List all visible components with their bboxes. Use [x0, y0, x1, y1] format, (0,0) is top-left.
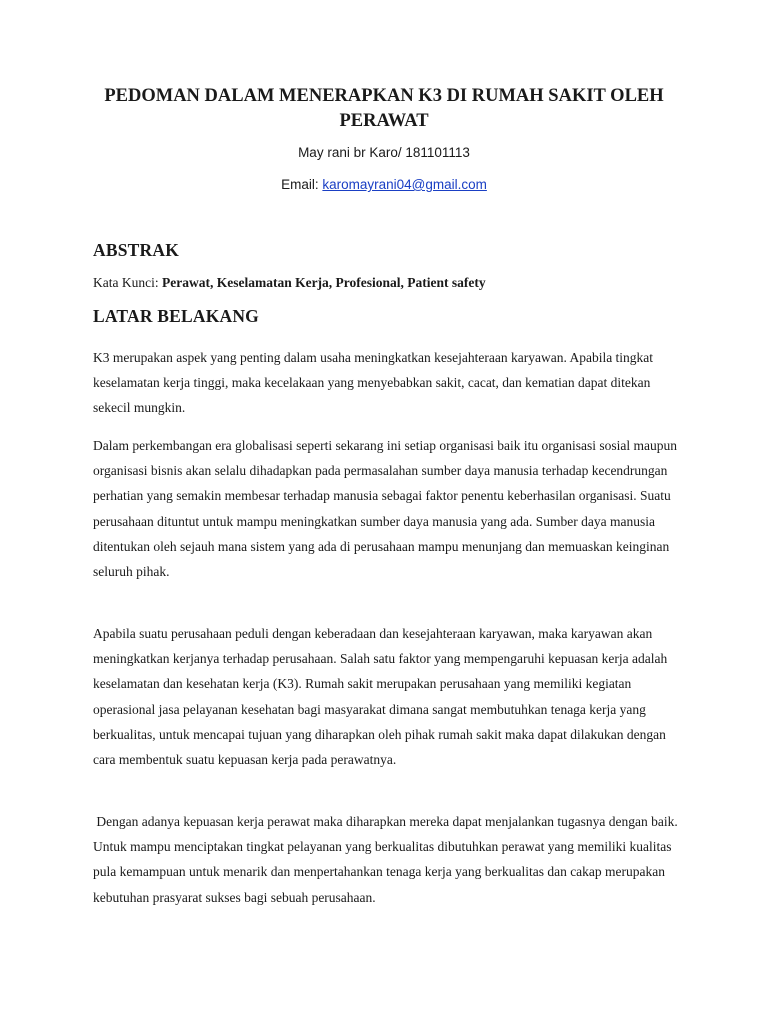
document-title: PEDOMAN DALAM MENERAPKAN K3 DI RUMAH SAKIT OLEH PERAWAT [104, 86, 664, 131]
body-paragraph-2: Dalam perkembangan era globalisasi seperti sekarang ini setiap organisasi baik itu organisasi sosial maupun organisasi bisnis akan selalu dihadapkan pada permasalahan sumber daya manusia terhadap kecendrungan perhatian yang semakin membesar terhadap manusia sebagai faktor penentu keberhasilan organisasi. Suatu perusahaan dituntut untuk mampu meningkatkan sumber daya manusia yang ada. Sumber daya manusia ditentukan oleh sejauh mana sistem yang ada di perusahaan mampu menunjang dan memuaskan keinginan seluruh pihak. [93, 438, 677, 580]
author-line: May rani br Karo/ 181101113 [298, 145, 470, 160]
background-heading: LATAR BELAKANG [93, 306, 259, 326]
keywords-label: Kata Kunci: [93, 275, 162, 290]
keywords-value: Perawat, Keselamatan Kerja, Profesional, Patient safety [161, 275, 486, 290]
keywords-line [93, 275, 486, 291]
email-line [92, 177, 676, 192]
email-label: Email: [281, 177, 323, 192]
body-paragraph-3: Apabila suatu perusahaan peduli dengan keberadaan dan kesejahteraan karyawan, maka karyawan akan meningkatkan kerjanya terhadap perusahaan. Salah satu faktor yang mempengaruhi kepuasan kerja adalah keselamatan dan kesehatan kerja (K3). Rumah sakit merupakan perusahaan yang memiliki kegiatan operasional jasa pelayanan kesehatan bagi masyarakat dimana sangat membutuhkan tenaga kerja yang berkualitas, untuk mencapai tujuan yang diharapkan oleh pihak rumah sakit maka dapat dilakukan dengan cara membentuk suatu kepuasan kerja pada perawatnya. [93, 626, 668, 768]
body-paragraph-4: Dengan adanya kepuasan kerja perawat maka diharapkan mereka dapat menjalankan tugasnya dengan baik. Untuk mampu menciptakan tingkat pelayanan yang berkualitas dibutuhkan perawat yang memiliki kualitas pula kemampuan untuk menarik dan menpertahankan tenaga kerja yang berkualitas dan cakap merupakan kebutuhan prasyarat sukses bagi sebuah perusahaan. [93, 814, 682, 905]
abstract-heading: ABSTRAK [93, 240, 180, 260]
email-link[interactable]: karomayrani04@gmail.com [322, 177, 487, 192]
body-paragraph-1: K3 merupakan aspek yang penting dalam usaha meningkatkan kesejahteraan karyawan. Apabila tingkat keselamatan kerja tinggi, maka kecelakaan yang menyebabkan sakit, cacat, dan kematian dapat ditekan sekecil mungkin. [93, 350, 654, 416]
